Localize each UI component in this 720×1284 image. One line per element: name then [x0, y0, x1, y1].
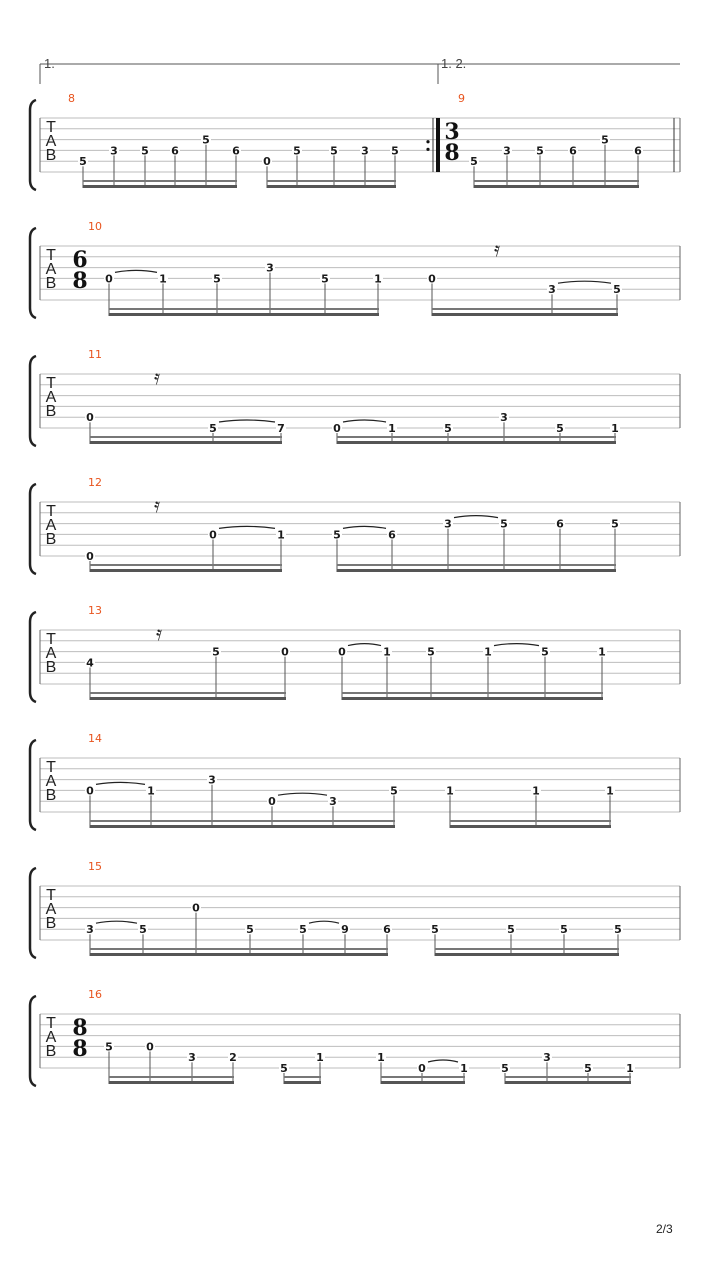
fret-number: 5 — [390, 784, 398, 798]
beam-primary — [435, 953, 619, 956]
fret-number: 5 — [611, 517, 619, 531]
beam-secondary — [90, 564, 282, 566]
tie-arc — [115, 270, 157, 272]
fret-number: 1 — [159, 272, 167, 286]
fret-number: 5 — [444, 422, 452, 435]
beam-secondary — [90, 948, 388, 950]
tab-clef-letter: A — [45, 261, 57, 278]
fret-number: 2 — [229, 1051, 237, 1065]
fret-number: 5 — [105, 1040, 113, 1054]
system-brace — [30, 740, 36, 830]
fret-number: 1 — [484, 645, 492, 659]
fret-number: 3 — [266, 261, 274, 275]
fret-number: 5 — [470, 155, 478, 169]
fret-number: 6 — [232, 144, 240, 158]
fret-number: 3 — [188, 1051, 196, 1065]
tie-arc — [219, 526, 275, 528]
fret-number: 5 — [614, 923, 622, 937]
fret-number: 3 — [444, 517, 452, 531]
tab-clef-letter: T — [46, 631, 56, 648]
fret-number: 5 — [501, 1062, 509, 1075]
fret-number: 5 — [391, 144, 399, 158]
fret-number: 3 — [548, 283, 556, 297]
tab-clef-letter: B — [45, 275, 57, 292]
fret-number: 1 — [460, 1062, 468, 1075]
fret-number: 0 — [338, 645, 346, 659]
fret-number: 0 — [86, 411, 94, 425]
fret-number: 1 — [147, 784, 155, 798]
fret-number: 5 — [584, 1062, 592, 1075]
fret-number: 1 — [626, 1062, 634, 1075]
fret-number: 6 — [383, 923, 391, 937]
tab-clef-letter: T — [46, 375, 56, 392]
tab-clef-letter: A — [45, 901, 57, 918]
tie-arc — [96, 921, 137, 923]
fret-number: 3 — [500, 411, 508, 425]
fret-number: 1 — [598, 645, 606, 659]
rest-glyph: 𝄿 — [153, 365, 161, 389]
tab-clef-letter: B — [45, 659, 57, 676]
fret-number: 1 — [532, 784, 540, 798]
system-brace — [30, 612, 36, 702]
fret-number: 6 — [569, 144, 577, 158]
fret-number: 9 — [341, 923, 349, 937]
measure-number: 16 — [88, 988, 102, 1001]
fret-number: 5 — [431, 923, 439, 937]
measure-number: 12 — [88, 476, 102, 489]
beam-primary — [474, 185, 639, 188]
fret-number: 1 — [611, 422, 619, 435]
beam-primary — [83, 185, 237, 188]
fret-number: 1 — [606, 784, 614, 798]
tab-clef-letter: A — [45, 773, 57, 790]
time-signature-top: 6 — [72, 247, 88, 273]
beam-primary — [337, 441, 616, 444]
beam-primary — [337, 569, 616, 572]
fret-number: 5 — [500, 517, 508, 531]
tie-arc — [278, 793, 327, 795]
fret-number: 6 — [388, 528, 396, 542]
fret-number: 1 — [277, 528, 285, 542]
fret-number: 1 — [388, 422, 396, 435]
tab-clef-letter: A — [45, 645, 57, 662]
fret-number: 1 — [377, 1051, 385, 1065]
tab-clef-letter: B — [45, 147, 57, 164]
fret-number: 5 — [141, 144, 149, 158]
beam-secondary — [450, 820, 611, 822]
time-signature-bottom: 8 — [72, 268, 88, 294]
beam-primary — [109, 1081, 234, 1084]
fret-number: 5 — [246, 923, 254, 937]
fret-number: 6 — [556, 517, 564, 531]
tab-clef-letter: A — [45, 133, 57, 150]
beam-primary — [90, 953, 388, 956]
tab-clef-letter: T — [46, 1015, 56, 1032]
tab-clef-letter: T — [46, 887, 56, 904]
fret-number: 7 — [277, 422, 285, 435]
fret-number: 0 — [192, 901, 200, 915]
time-signature-top: 3 — [444, 119, 460, 145]
fret-number: 1 — [383, 645, 391, 659]
tab-clef-letter: T — [46, 119, 56, 136]
beam-secondary — [432, 308, 618, 310]
tab-clef-letter: T — [46, 503, 56, 520]
fret-number: 5 — [293, 144, 301, 158]
tie-arc — [343, 420, 386, 422]
beam-secondary — [337, 564, 616, 566]
fret-number: 5 — [601, 133, 609, 147]
repeat-dot — [426, 140, 429, 143]
fret-number: 0 — [281, 645, 289, 659]
measure-number: 8 — [68, 92, 75, 105]
measure-number: 15 — [88, 860, 102, 873]
fret-number: 0 — [146, 1040, 154, 1054]
tie-arc — [558, 281, 611, 283]
beam-secondary — [435, 948, 619, 950]
volta-second-label: 1. 2. — [441, 56, 467, 71]
fret-number: 1 — [316, 1051, 324, 1065]
fret-number: 5 — [209, 422, 217, 435]
time-signature-bottom: 8 — [444, 140, 460, 166]
fret-number: 0 — [268, 795, 276, 809]
volta-first-label: 1. — [44, 56, 55, 71]
beam-primary — [284, 1081, 321, 1084]
tie-arc — [494, 644, 539, 646]
fret-number: 0 — [86, 784, 94, 798]
fret-number: 3 — [208, 773, 216, 787]
tab-clef-letter: A — [45, 1029, 57, 1046]
fret-number: 1 — [446, 784, 454, 798]
system-brace — [30, 100, 36, 190]
fret-number: 0 — [333, 422, 341, 435]
measure-number: 11 — [88, 348, 102, 361]
fret-number: 5 — [321, 272, 329, 286]
beam-primary — [450, 825, 611, 828]
tie-arc — [96, 782, 145, 784]
tab-clef-letter: A — [45, 517, 57, 534]
beam-primary — [267, 185, 396, 188]
beam-primary — [505, 1081, 631, 1084]
beam-primary — [90, 825, 395, 828]
fret-number: 6 — [171, 144, 179, 158]
fret-number: 0 — [428, 272, 436, 286]
beam-secondary — [337, 436, 616, 438]
tab-clef-letter: B — [45, 531, 57, 548]
fret-number: 3 — [110, 144, 118, 158]
fret-number: 5 — [299, 923, 307, 937]
tab-clef-letter: T — [46, 247, 56, 264]
beam-primary — [90, 697, 286, 700]
fret-number: 3 — [329, 795, 337, 809]
tie-arc — [428, 1060, 458, 1062]
beam-primary — [432, 313, 618, 316]
tab-clef-letter: B — [45, 787, 57, 804]
tie-arc — [309, 921, 339, 923]
fret-number: 4 — [86, 656, 94, 670]
beam-secondary — [90, 436, 282, 438]
fret-number: 5 — [79, 155, 87, 169]
tie-arc — [219, 420, 275, 422]
tie-arc — [348, 644, 381, 646]
beam-primary — [90, 441, 282, 444]
fret-number: 5 — [541, 645, 549, 659]
fret-number: 3 — [503, 144, 511, 158]
measure-number: 13 — [88, 604, 102, 617]
rest-glyph: 𝄿 — [155, 621, 163, 645]
system-brace — [30, 228, 36, 318]
fret-number: 5 — [330, 144, 338, 158]
fret-number: 0 — [418, 1062, 426, 1075]
beam-primary — [381, 1081, 465, 1084]
fret-number: 5 — [213, 272, 221, 286]
fret-number: 0 — [105, 272, 113, 286]
fret-number: 5 — [212, 645, 220, 659]
system-brace — [30, 868, 36, 958]
beam-secondary — [381, 1076, 465, 1078]
system-brace — [30, 356, 36, 446]
beam-secondary — [109, 308, 379, 310]
tab-clef-letter: B — [45, 915, 57, 932]
fret-number: 0 — [263, 155, 271, 169]
fret-number: 1 — [374, 272, 382, 286]
beam-primary — [109, 313, 379, 316]
fret-number: 0 — [86, 550, 94, 563]
beam-primary — [342, 697, 603, 700]
fret-number: 0 — [209, 528, 217, 542]
fret-number: 5 — [556, 422, 564, 435]
beam-secondary — [505, 1076, 631, 1078]
beam-secondary — [90, 692, 286, 694]
fret-number: 5 — [333, 528, 341, 542]
time-signature-bottom: 8 — [72, 1036, 88, 1062]
fret-number: 3 — [361, 144, 369, 158]
fret-number: 5 — [202, 133, 210, 147]
beam-secondary — [474, 180, 639, 182]
fret-number: 5 — [536, 144, 544, 158]
beam-secondary — [267, 180, 396, 182]
rest-glyph: 𝄿 — [153, 493, 161, 517]
page-number: 2/3 — [656, 1222, 673, 1236]
beam-secondary — [109, 1076, 234, 1078]
system-brace — [30, 996, 36, 1086]
fret-number: 3 — [86, 923, 94, 937]
tab-clef-letter: T — [46, 759, 56, 776]
beam-secondary — [342, 692, 603, 694]
tab-clef-letter: B — [45, 403, 57, 420]
tab-clef-letter: A — [45, 389, 57, 406]
fret-number: 5 — [280, 1062, 288, 1075]
tie-arc — [454, 516, 498, 518]
tie-arc — [343, 526, 386, 528]
fret-number: 5 — [139, 923, 147, 937]
fret-number: 5 — [427, 645, 435, 659]
fret-number: 5 — [613, 283, 621, 297]
beam-secondary — [284, 1076, 321, 1078]
fret-number: 6 — [634, 144, 642, 158]
tab-clef-letter: B — [45, 1043, 57, 1060]
beam-primary — [90, 569, 282, 572]
time-signature-top: 8 — [72, 1015, 88, 1041]
beam-secondary — [83, 180, 237, 182]
fret-number: 5 — [560, 923, 568, 937]
repeat-dot — [426, 148, 429, 151]
rest-glyph: 𝄿 — [493, 237, 501, 261]
fret-number: 3 — [543, 1051, 551, 1065]
beam-secondary — [90, 820, 395, 822]
repeat-thick-bar — [436, 118, 440, 172]
system-brace — [30, 484, 36, 574]
fret-number: 5 — [507, 923, 515, 937]
measure-number: 14 — [88, 732, 102, 745]
measure-number: 10 — [88, 220, 102, 233]
measure-number: 9 — [458, 92, 465, 105]
